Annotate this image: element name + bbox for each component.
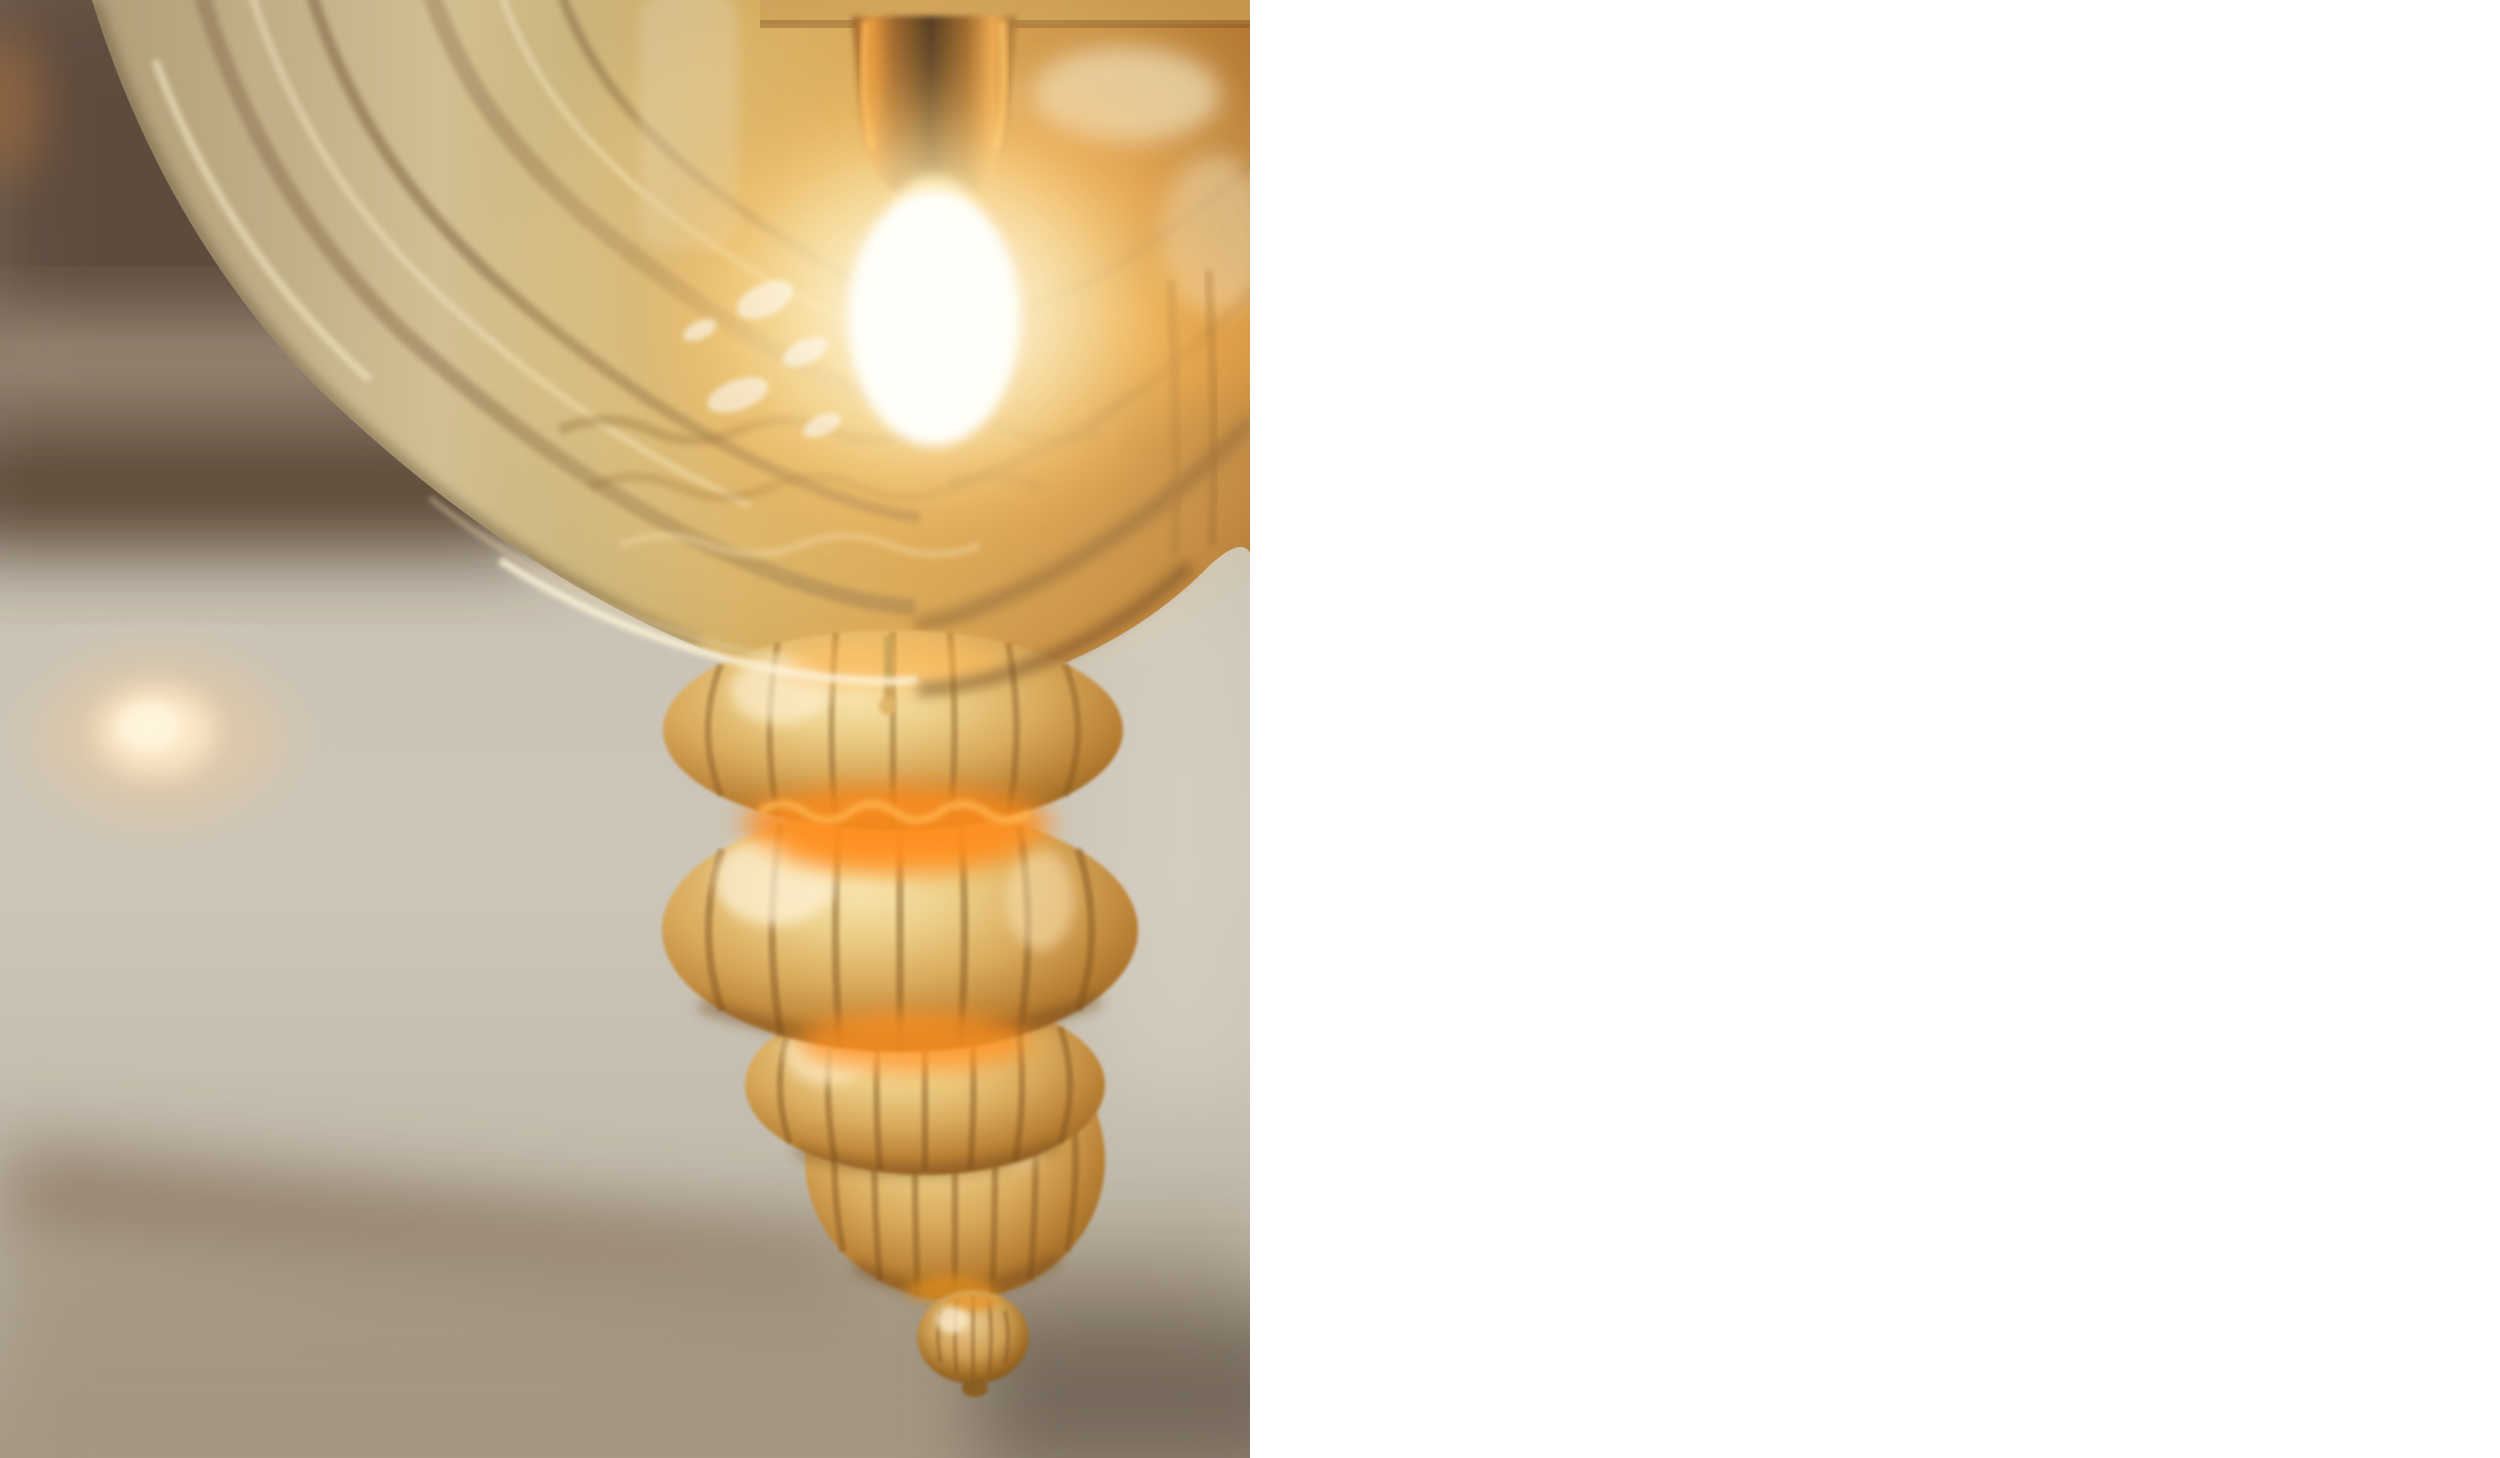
bokeh-light bbox=[35, 655, 285, 819]
right-page bbox=[1250, 0, 2500, 1458]
